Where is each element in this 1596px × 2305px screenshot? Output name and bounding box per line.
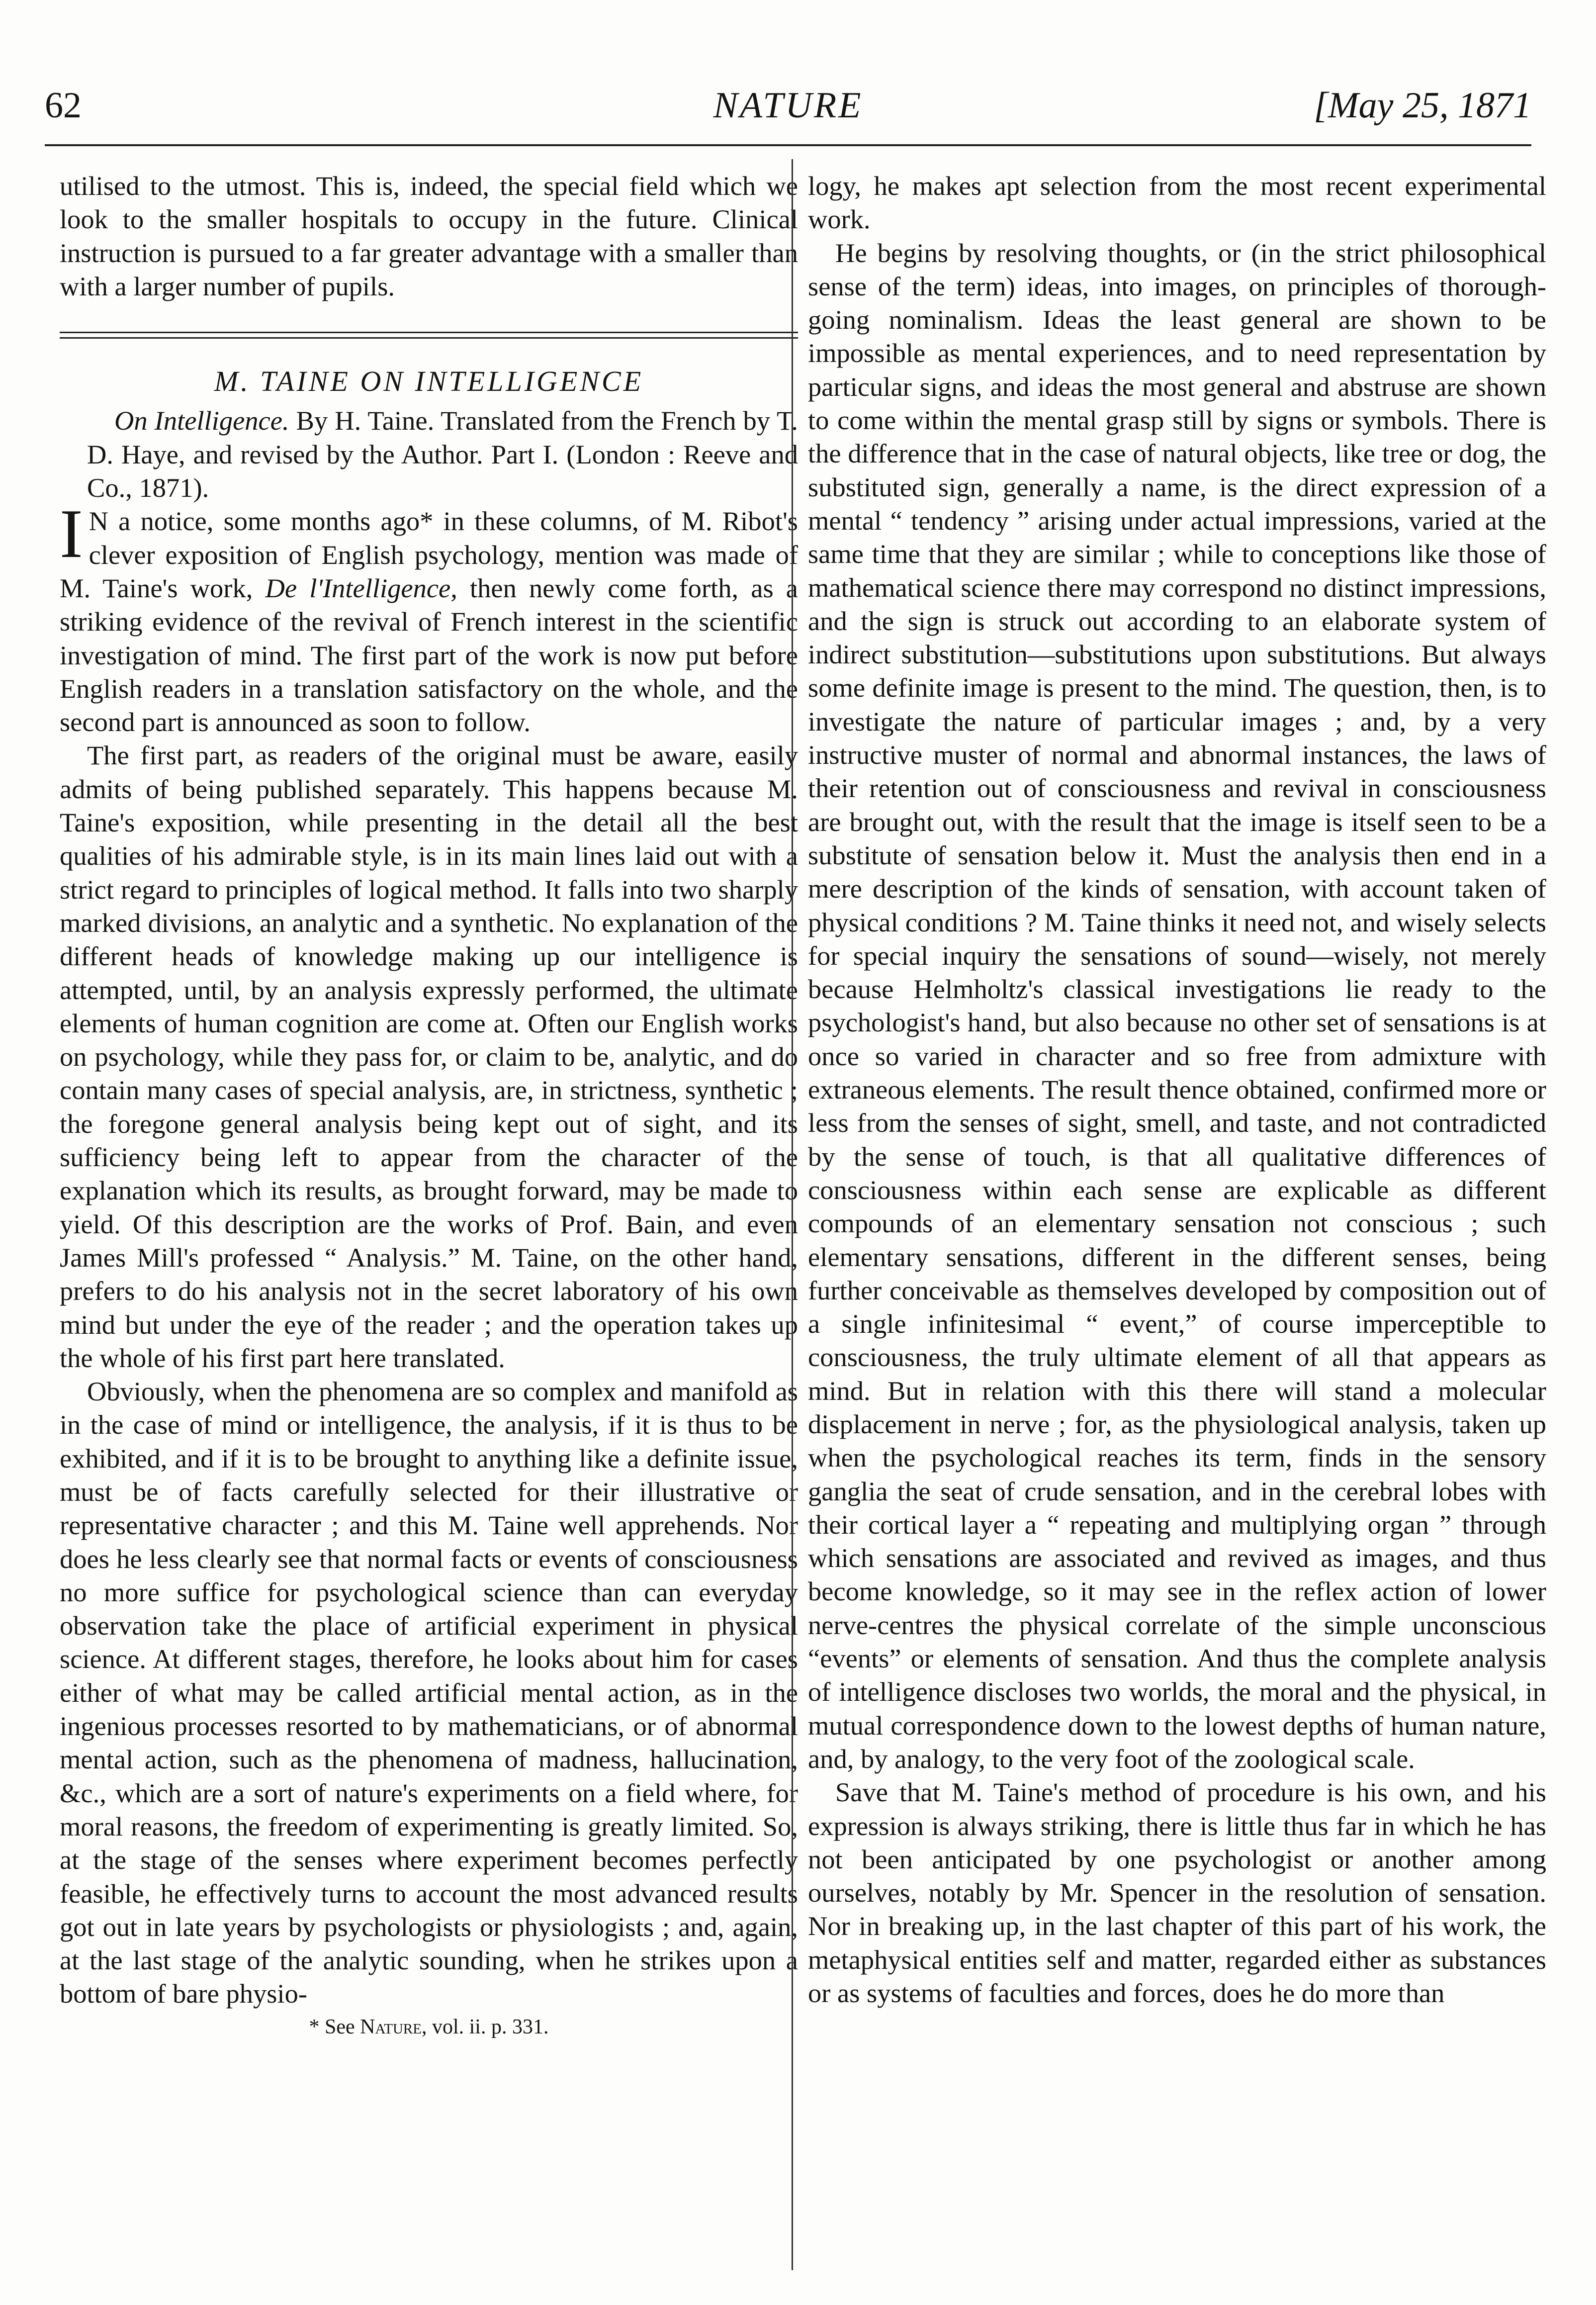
footnote-journal: Nature: [360, 2015, 422, 2038]
book-details: By H. Taine. Translated from the French by T. D. Haye, and revised by the Author. Part I. (London : Reeve and Co., 1871).: [87, 405, 798, 503]
article-title: M. TAINE ON INTELLIGENCE: [214, 365, 644, 398]
book-citation: [60, 404, 798, 504]
footnote-prefix: * See: [309, 2015, 360, 2038]
right-column: [808, 169, 1546, 2010]
paragraph-1-text-a: N a notice, some months ago* in these columns, of M. Ribot's clever exposition of English psychology, mention was made of M. Taine's work,: [60, 506, 798, 603]
right-paragraph-3: Save that M. Taine's method of procedure is his own, and his expression is always striking, there is little thus far in which he has not been anticipated by one psychologist or another among ourselves, notably by Mr. Spencer in the resolution of sensation. Nor in breaking up, in the last chapter of this part of his work, the metaphysical entities self and matter, regarded either as substances or as systems of faculties and forces, does he do more than: [808, 1777, 1546, 2009]
journal-title: NATURE: [713, 85, 863, 126]
book-title: On Intelligence.: [114, 405, 289, 436]
left-column: [60, 169, 798, 2044]
header-rule: [45, 144, 1531, 146]
paragraph-1: [60, 495, 798, 738]
issue-date-text: [May 25, 1871: [1314, 85, 1531, 126]
paragraph-1-text-b: then newly come forth, as a striking evidence of the revival of French interest in the scientific investigation of mind. The first part of the work is now put before English readers in a translation satisfactory on the whole, and the second part is announced as soon to follow.: [60, 572, 798, 738]
drop-cap: I: [60, 495, 83, 573]
paragraph-1-italic-title: De l'Intelligence,: [265, 572, 457, 603]
previous-article-ending: utilised to the utmost. This is, indeed, the special field which we look to the smaller hospitals to occupy in the future. Clinical instruction is pursued to a far greater advantage with a smaller than with a larger number of pupils.: [60, 171, 798, 301]
running-head: [45, 75, 1531, 134]
footnote-suffix: , vol. ii. p. 331.: [421, 2015, 549, 2038]
paragraph-3: Obviously, when the phenomena are so complex and manifold as in the case of mind or intelligence, the analysis, if it is thus to be exhibited, and if it is to be brought to anything like a definite issue, must be of facts carefully selected for their illustrative or representative character ; and this M. Taine well apprehends. Nor does he less clearly see that normal facts or events of consciousness no more suffice for psychological science than can everyday observation take the place of artificial experiment in physical science. At different stages, therefore, he looks about him for cases either of what may be called artificial mental action, as in the ingenious processes resorted to by mathematicians, or of abnormal mental action, such as the phenomena of madness, hallucination, &c., which are a sort of nature's experiments on a field where, for moral reasons, the freedom of experimenting is greatly limited. So, at the stage of the senses where experiment becomes perfectly feasible, he effectively turns to account the most advanced results got out in late years by psychologists or physiologists ; and, again, at the last stage of the analytic sounding, when he strikes upon a bottom of bare physio-: [60, 1376, 798, 2009]
column-separator: [792, 159, 793, 2270]
issue-date: [1314, 85, 1531, 127]
page-number: 62: [45, 85, 82, 126]
footnote: [60, 2011, 798, 2044]
right-paragraph-1: logy, he makes apt selection from the most recent experimental work.: [808, 171, 1546, 235]
paragraph-2: The first part, as readers of the original must be aware, easily admits of being published separately. This happens because M. Taine's exposition, while presenting in the detail all the best qualities of his admirable style, is in its main lines laid out with a strict regard to principles of logical method. It falls into two sharply marked divisions, an analytic and a synthetic. No explanation of the different heads of knowledge making up our intelligence is attempted, until, by an analysis expressly performed, the ultimate elements of human cognition are come at. Often our English works on psychology, while they pass for, or claim to be, analytic, and do contain many cases of special analysis, are, in strictness, synthetic ; the foregone general analysis being kept out of sight, and its sufficiency being left to appear from the character of the explanation which its results, as brought forward, may be made to yield. Of this description are the works of Prof. Bain, and even James Mill's professed “ Analysis.” M. Taine, on the other hand, prefers to do his analysis not in the secret laboratory of his own mind but under the eye of the reader ; and the operation takes up the whole of his first part here translated.: [60, 740, 798, 1373]
article-separator-rule: [60, 332, 798, 339]
right-paragraph-2: He begins by resolving thoughts, or (in the strict philosophical sense of the term) ideas, into images, on principles of thorough-going nominalism. Ideas the least general are shown to be impossible as mental experiences, and to need representation by particular signs, and ideas the most general and abstruse are shown to come within the mental grasp still by signs or symbols. There is the difference that in the case of natural objects, like tree or dog, the substituted sign, generally a name, is the direct expression of a mental “ tendency ” arising under actual impressions, varied at the same time that they are similar ; while to conceptions like those of mathematical science there may correspond no distinct impressions, and the sign is struck out according to an elaborate system of indirect substitution—substitutions upon substitutions. But always some definite image is present to the mind. The question, then, is to investigate the nature of particular images ; and, by a very instructive muster of normal and abnormal instances, the laws of their retention out of consciousness and revival in consciousness are brought out, with the result that the image is itself seen to be a substitute of sensation below it. Must the analysis then end in a mere description of the kinds of sensation, with account taken of physical conditions ? M. Taine thinks it need not, and wisely selects for special inquiry the sensations of sound—wisely, not merely because Helmholtz's classical investigations lie ready to the psychologist's hand, but also because no other set of sensations is at once so varied in character and so free from admixture with extraneous elements. The result thence obtained, confirmed more or less from the senses of sight, smell, and taste, and not contradicted by the sense of touch, is that all qualitative differences of consciousness within each sense are explicable as different compounds of an elementary sensation not conscious ; such elementary sensations, different in the different senses, being further conceivable as themselves developed by composition out of a single infinitesimal “ event,” of course imperceptible to consciousness, the truly ultimate element of all that appears as mind. But in relation with this there will stand a molecular displacement in nerve ; for, as the physiological analysis, taken up when the psychological reaches its term, finds in the sensory ganglia the seat of crude sensation, and in the cerebral lobes with their cortical layer a “ repeating and multiplying organ ” through which sensations are associated and revived as images, and thus become knowledge, so it may see in the reflex action of lower nerve-centres the physical correlate of the simple unconscious “events” or elements of sensation. And thus the complete analysis of intelligence discloses two worlds, the moral and the physical, in mutual correspondence down to the lowest depths of human nature, and, by analogy, to the very foot of the zoological scale.: [808, 237, 1546, 1774]
